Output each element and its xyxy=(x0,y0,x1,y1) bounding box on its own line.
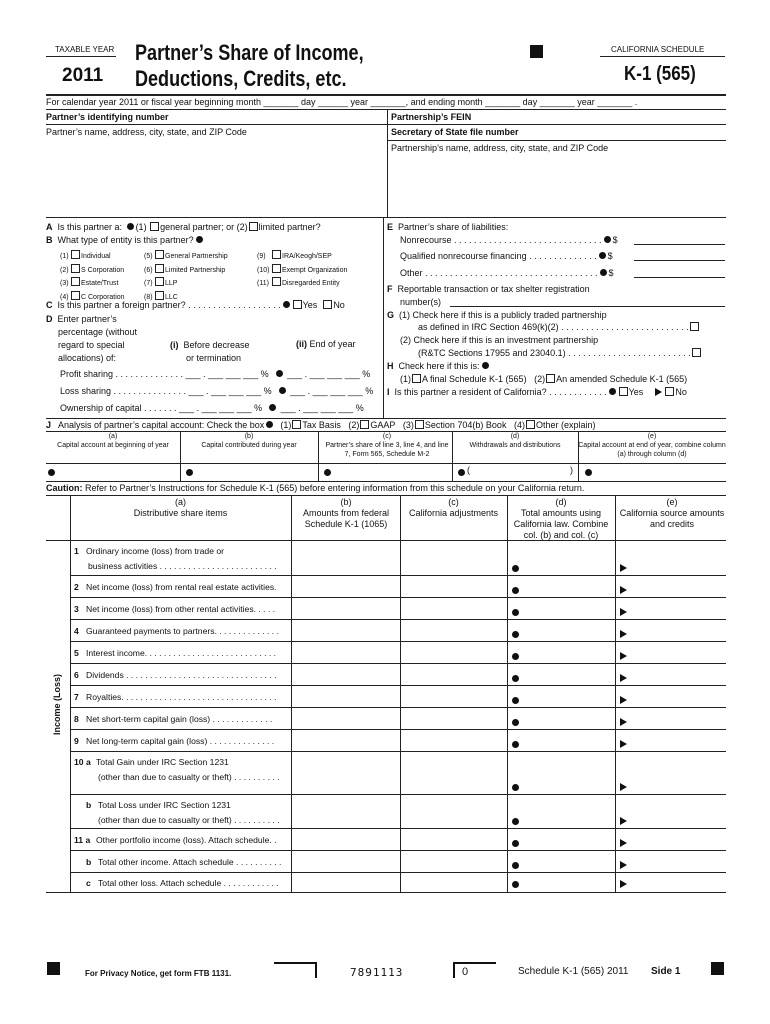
schedule-id: K-1 (565) xyxy=(624,63,696,85)
adjustment-c-input[interactable] xyxy=(400,541,507,576)
arrow-icon xyxy=(620,630,627,638)
row-label xyxy=(74,834,292,846)
row-text: Other portfolio income (loss). Attach schedule. . xyxy=(96,835,277,845)
row-number: 8 xyxy=(74,714,79,724)
registration-mark xyxy=(47,962,60,975)
amount-b-input[interactable] xyxy=(291,686,400,708)
bullet-icon xyxy=(512,818,519,825)
header-rule xyxy=(46,56,116,57)
final-k1-checkbox[interactable] xyxy=(412,374,421,383)
rule xyxy=(46,217,726,218)
section-divider xyxy=(383,217,384,418)
question-a: A Is this partner a: (1) general partner; or (2) limited partner? xyxy=(46,222,321,232)
question-h: H Check here if this is: xyxy=(387,361,491,371)
capital-a-bullet xyxy=(48,469,55,476)
bullet-icon xyxy=(279,387,286,394)
limited-partner-checkbox[interactable] xyxy=(249,222,258,231)
tax-basis-checkbox[interactable] xyxy=(292,420,301,429)
amount-b-input[interactable] xyxy=(291,829,400,851)
bullet-icon xyxy=(276,370,283,377)
entity-checkbox[interactable] xyxy=(71,291,80,300)
row-label xyxy=(74,647,292,659)
rule xyxy=(46,495,726,496)
capital-col-a: (a) Capital account at beginning of year xyxy=(57,433,169,449)
total-d-input[interactable] xyxy=(507,795,615,829)
adjustment-c-input[interactable] xyxy=(400,686,507,708)
bullet-icon xyxy=(196,236,203,243)
section-704b-checkbox[interactable] xyxy=(415,420,424,429)
row-text: Net long-term capital gain (loss) . . . . . . . . . . . . . . xyxy=(86,736,275,746)
capital-col-b: (b) Capital contributed during year xyxy=(201,433,297,449)
bullet-icon xyxy=(127,223,134,230)
sos-file-label: Secretary of State file number xyxy=(391,127,519,137)
paren-open: ( xyxy=(467,465,470,475)
arrow-icon xyxy=(620,880,627,888)
row-text-cont: (other than due to casualty or theft) . . . . . . . . . . xyxy=(98,815,280,825)
adjustment-c-input[interactable] xyxy=(400,642,507,664)
arrow-icon xyxy=(620,817,627,825)
table-row xyxy=(70,686,726,708)
table-row xyxy=(70,795,726,829)
row-number: 9 xyxy=(74,736,79,746)
amount-b-input[interactable] xyxy=(291,576,400,598)
total-d-input[interactable] xyxy=(507,752,615,795)
end-of-year-label: (ii) End of year xyxy=(296,339,356,349)
bullet-icon xyxy=(512,609,519,616)
row-number: b xyxy=(86,857,92,867)
entity-row: (3) Estate/Trust (7) LLP (11) Disregarded Entity xyxy=(60,277,347,291)
arrow-icon xyxy=(620,839,627,847)
before-decrease-label: (i) Before decrease or termination xyxy=(170,340,250,363)
rule xyxy=(46,94,726,96)
table-row xyxy=(70,541,726,576)
question-f-number: number(s) xyxy=(400,297,442,307)
adjustment-c-input[interactable] xyxy=(400,873,507,892)
bullet-icon xyxy=(512,587,519,594)
other-explain-checkbox[interactable] xyxy=(526,420,535,429)
row-text: Total other loss. Attach schedule . . . . . . . . . . . . xyxy=(98,877,279,888)
col-header-b: (b) Amounts from federal Schedule K-1 (1065) xyxy=(302,497,390,529)
bullet-icon xyxy=(512,862,519,869)
ca-source-e-input[interactable] xyxy=(615,752,726,795)
row-label xyxy=(74,625,292,637)
calendar-year-line: For calendar year 2011 or fiscal year beginning month _______ day ______ year _______, and ending month _______ day _______ year _______ . xyxy=(46,97,638,107)
total-d-input[interactable] xyxy=(507,873,615,892)
general-partner-checkbox[interactable] xyxy=(150,222,159,231)
total-d-input[interactable] xyxy=(507,708,615,730)
capital-e-bullet xyxy=(585,469,592,476)
partner-id-label: Partner’s identifying number xyxy=(46,112,169,122)
row-text: Net income (loss) from rental real estate activities. xyxy=(86,582,277,592)
col-header-a: (a) Distributive share items xyxy=(133,497,228,518)
row-label xyxy=(74,735,292,747)
paren-close: ) xyxy=(570,465,573,475)
row-number: 5 xyxy=(74,648,79,658)
row-label xyxy=(74,581,292,593)
income-loss-side-label: Income (Loss) xyxy=(52,673,62,735)
entity-checkbox[interactable] xyxy=(155,291,164,300)
ca-source-e-input[interactable] xyxy=(615,708,726,730)
row-text: Total Loss under IRC Section 1231 xyxy=(98,800,231,810)
total-d-input[interactable] xyxy=(507,829,615,851)
ca-source-e-input[interactable] xyxy=(615,642,726,664)
row-number: c xyxy=(86,877,91,888)
table-row xyxy=(70,664,726,686)
total-d-input[interactable] xyxy=(507,642,615,664)
adjustment-c-input[interactable] xyxy=(400,730,507,752)
arrow-icon xyxy=(620,861,627,869)
question-h-options: (1) A final Schedule K-1 (565) (2) An amended Schedule K-1 (565) xyxy=(400,374,688,384)
nonrecourse-input[interactable] xyxy=(634,244,725,245)
ownership-end-input[interactable]: ___ . ___ ___ ___ % xyxy=(280,403,364,413)
capital-col-e: (e) Capital account at end of year, combine column (a) through column (d) xyxy=(578,433,726,458)
ptp-checkbox[interactable] xyxy=(690,322,699,331)
row-number: 4 xyxy=(74,626,79,636)
other-liability-input[interactable] xyxy=(634,277,725,278)
entity-checkbox[interactable] xyxy=(272,277,281,286)
amount-b-input[interactable] xyxy=(291,620,400,642)
entity-checkbox[interactable] xyxy=(71,250,80,259)
rule xyxy=(46,418,726,419)
row-text: Ordinary income (loss) from trade or xyxy=(86,546,225,556)
form-code: 7891113 xyxy=(350,966,404,979)
amended-k1-checkbox[interactable] xyxy=(546,374,555,383)
row-number: b xyxy=(86,800,92,810)
row-label xyxy=(74,603,292,615)
row-text: Total Gain under IRC Section 1231 xyxy=(96,757,229,767)
rule xyxy=(46,109,726,110)
row-text: Interest income. . . . . . . . . . . . . . . . . . . . . . . . . . . . xyxy=(86,648,277,658)
entity-checkbox[interactable] xyxy=(71,277,80,286)
row-text: Royalties. . . . . . . . . . . . . . . . . . . . . . . . . . . . . . . . . xyxy=(86,692,277,702)
bullet-icon xyxy=(604,236,611,243)
id-divider xyxy=(387,109,388,217)
table-row xyxy=(70,829,726,851)
bullet-icon xyxy=(512,840,519,847)
footer-side: Side 1 xyxy=(651,966,681,977)
row-label xyxy=(74,877,292,889)
ca-source-e-input[interactable] xyxy=(615,873,726,892)
form-zero: 0 xyxy=(462,966,469,978)
row-text-cont: business activities . . . . . . . . . . . . . . . . . . . . . . . . . xyxy=(88,561,277,571)
question-g2-cont: (R&TC Sections 17955 and 23040.1) . . . . . . . . . . . . . . . . . . . . . . . . . xyxy=(418,348,702,358)
amount-b-input[interactable] xyxy=(291,851,400,873)
amount-b-input[interactable] xyxy=(291,730,400,752)
partnership-name-label: Partnership’s name, address, city, state, and ZIP Code xyxy=(391,143,609,153)
bullet-icon xyxy=(283,301,290,308)
header-rule-right xyxy=(600,56,725,57)
capital-d-bullet xyxy=(458,469,465,476)
partner-name-label: Partner’s name, address, city, state, and ZIP Code xyxy=(46,127,247,137)
ca-source-e-input[interactable] xyxy=(615,829,726,851)
entity-row: (1) Individual (5) General Partnership (9) IRA/Keogh/SEP xyxy=(60,250,347,264)
profit-end-input[interactable]: ___ . ___ ___ ___ % xyxy=(287,369,371,379)
amount-b-input[interactable] xyxy=(291,795,400,829)
partnership-fein-label: Partnership’s FEIN xyxy=(391,112,472,122)
arrow-icon xyxy=(620,718,627,726)
rule xyxy=(387,140,726,141)
row-text: Net short-term capital gain (loss) . . . . . . . . . . . . . xyxy=(86,714,273,724)
adjustment-c-input[interactable] xyxy=(400,851,507,873)
table-row xyxy=(70,598,726,620)
question-j: J Analysis of partner’s capital account: Check the box (1) Tax Basis (2) GAAP (3) Section 704(b) Book (4) Other (explain) xyxy=(46,420,596,430)
question-c: C Is this partner a foreign partner? . . . . . . . . . . . . . . . . . . . Yes No xyxy=(46,300,345,310)
ca-source-e-input[interactable] xyxy=(615,598,726,620)
investment-partnership-checkbox[interactable] xyxy=(692,348,701,357)
scan-bracket xyxy=(274,962,317,978)
bullet-icon xyxy=(609,388,616,395)
table-row xyxy=(70,851,726,873)
question-b: B What type of entity is this partner? xyxy=(46,235,205,245)
table-row xyxy=(70,730,726,752)
amount-b-input[interactable] xyxy=(291,664,400,686)
resident-no-checkbox[interactable] xyxy=(665,387,674,396)
table-row xyxy=(70,620,726,642)
amount-b-input[interactable] xyxy=(291,708,400,730)
row-text-cont: (other than due to casualty or theft) . . . . . . . . . . xyxy=(98,772,280,782)
question-e: E Partner’s share of liabilities: xyxy=(387,222,509,232)
total-d-input[interactable] xyxy=(507,686,615,708)
gaap-checkbox[interactable] xyxy=(360,420,369,429)
ca-source-e-input[interactable] xyxy=(615,851,726,873)
bullet-icon xyxy=(512,631,519,638)
schedule-label: CALIFORNIA SCHEDULE xyxy=(611,45,705,54)
adjustment-c-input[interactable] xyxy=(400,576,507,598)
privacy-notice: For Privacy Notice, get form FTB 1131. xyxy=(85,969,232,978)
col-header-c: (c) California adjustments xyxy=(408,497,499,518)
capital-col-d: (d) Withdrawals and distributions xyxy=(469,433,561,449)
taxable-year-label: TAXABLE YEAR xyxy=(55,45,115,54)
tax-year: 2011 xyxy=(62,65,104,86)
rule xyxy=(46,481,726,482)
ca-source-e-input[interactable] xyxy=(615,576,726,598)
loss-end-input[interactable]: ___ . ___ ___ ___ % xyxy=(290,386,374,396)
question-i: I Is this partner a resident of California? . . . . . . . . . . . . Yes No xyxy=(387,387,687,397)
question-d: D Enter partner’s percentage (without regard to special allocations) of: xyxy=(46,314,138,363)
rule xyxy=(46,124,387,125)
amount-b-input[interactable] xyxy=(291,873,400,892)
arrow-icon xyxy=(620,652,627,660)
adjustment-c-input[interactable] xyxy=(400,829,507,851)
arrow-icon xyxy=(620,783,627,791)
row-label xyxy=(74,798,292,828)
scan-bracket xyxy=(453,962,496,978)
col-header-e: (e) California source amounts and credits xyxy=(619,497,725,529)
loss-sharing-line: Loss sharing . . . . . . . . . . . . . . . ___ . ___ ___ ___ % ___ . ___ ___ ___ % xyxy=(60,386,374,396)
entity-types xyxy=(60,250,347,304)
question-g1: G (1) Check here if this is a publicly traded partnership xyxy=(387,310,607,320)
row-number: 6 xyxy=(74,670,79,680)
amount-b-input[interactable] xyxy=(291,642,400,664)
bullet-icon xyxy=(512,784,519,791)
qualified-input[interactable] xyxy=(634,260,725,261)
arrow-icon xyxy=(620,740,627,748)
arrow-icon xyxy=(620,564,627,572)
adjustment-c-input[interactable] xyxy=(400,752,507,795)
ownership-line: Ownership of capital . . . . . . . ___ . ___ ___ ___ % ___ . ___ ___ ___ % xyxy=(60,403,364,413)
arrow-icon xyxy=(620,586,627,594)
adjustment-c-input[interactable] xyxy=(400,795,507,829)
row-label xyxy=(74,691,292,703)
ca-source-e-input[interactable] xyxy=(615,686,726,708)
col-divider xyxy=(318,431,319,482)
adjustment-c-input[interactable] xyxy=(400,708,507,730)
adjustment-c-input[interactable] xyxy=(400,598,507,620)
row-number: 3 xyxy=(74,604,79,614)
adjustment-c-input[interactable] xyxy=(400,664,507,686)
capital-b-bullet xyxy=(186,469,193,476)
total-d-input[interactable] xyxy=(507,598,615,620)
row-label xyxy=(74,713,292,725)
total-d-input[interactable] xyxy=(507,730,615,752)
form-title: Partner’s Share of Income, Deductions, Credits, etc. xyxy=(135,40,364,91)
ca-source-e-input[interactable] xyxy=(615,664,726,686)
bullet-icon xyxy=(269,404,276,411)
arrow-icon xyxy=(620,674,627,682)
row-label xyxy=(74,755,292,785)
row-text: Guaranteed payments to partners. . . . . . . . . . . . . . xyxy=(86,626,279,636)
qualified-line: Qualified nonrecourse financing . . . . . . . . . . . . . . $ xyxy=(400,251,613,261)
shelter-number-input[interactable] xyxy=(450,306,725,307)
arrow-icon xyxy=(620,696,627,704)
resident-yes-checkbox[interactable] xyxy=(619,387,628,396)
capital-col-c: (c) Partner’s share of line 3, line 4, and line 7, Form 565, Schedule M-2 xyxy=(325,433,449,458)
row-text: Net income (loss) from other rental activities. . . . . xyxy=(86,604,276,614)
bullet-icon xyxy=(600,269,607,276)
bullet-icon xyxy=(512,653,519,660)
capital-c-bullet xyxy=(324,469,331,476)
foreign-no-checkbox[interactable] xyxy=(323,300,332,309)
entity-row: (4) C Corporation (8) LLC xyxy=(60,291,347,305)
registration-mark xyxy=(530,45,543,58)
row-label xyxy=(74,669,292,681)
ca-source-e-input[interactable] xyxy=(615,541,726,576)
nonrecourse-line: Nonrecourse . . . . . . . . . . . . . . . . . . . . . . . . . . . . . . $ xyxy=(400,235,618,245)
bullet-icon xyxy=(512,719,519,726)
other-liability-line: Other . . . . . . . . . . . . . . . . . . . . . . . . . . . . . . . . . . . $ xyxy=(400,268,614,278)
question-g2: (2) Check here if this is an investment partnership xyxy=(400,335,599,345)
table-row xyxy=(70,873,726,892)
table-row xyxy=(70,708,726,730)
registration-mark xyxy=(711,962,724,975)
bullet-icon xyxy=(512,741,519,748)
arrow-icon xyxy=(620,608,627,616)
row-text: Dividends . . . . . . . . . . . . . . . . . . . . . . . . . . . . . . . . xyxy=(86,670,277,680)
rule xyxy=(46,892,726,893)
row-number: 11 a xyxy=(74,835,91,845)
total-d-input[interactable] xyxy=(507,541,615,576)
table-row xyxy=(70,752,726,795)
col-header-d: (d) Total amounts using California law. Combine col. (b) and col. (c) xyxy=(513,497,609,540)
arrow-icon xyxy=(655,388,662,396)
total-d-input[interactable] xyxy=(507,851,615,873)
amount-b-input[interactable] xyxy=(291,541,400,576)
rule xyxy=(46,463,726,464)
total-d-input[interactable] xyxy=(507,620,615,642)
ca-source-e-input[interactable] xyxy=(615,620,726,642)
row-number: 10 a xyxy=(74,757,91,767)
entity-checkbox[interactable] xyxy=(272,250,281,259)
question-g1-cont: as defined in IRC Section 469(k)(2) . . . . . . . . . . . . . . . . . . . . . . . . . . xyxy=(418,322,700,332)
entity-row: (2) S Corporation (6) Limited Partnership (10) Exempt Organization xyxy=(60,264,347,278)
bullet-icon xyxy=(266,421,273,428)
footer-schedule: Schedule K-1 (565) 2011 xyxy=(518,966,629,977)
foreign-yes-checkbox[interactable] xyxy=(293,300,302,309)
entity-checkbox[interactable] xyxy=(155,250,164,259)
bullet-icon xyxy=(512,881,519,888)
row-number: 2 xyxy=(74,582,79,592)
total-d-input[interactable] xyxy=(507,576,615,598)
table-row xyxy=(70,576,726,598)
entity-checkbox[interactable] xyxy=(272,264,281,273)
ca-source-e-input[interactable] xyxy=(615,730,726,752)
row-number: 7 xyxy=(74,692,79,702)
profit-sharing-line: Profit sharing . . . . . . . . . . . . . . ___ . ___ ___ ___ % ___ . ___ ___ ___ % xyxy=(60,369,371,379)
entity-checkbox[interactable] xyxy=(155,277,164,286)
amount-b-input[interactable] xyxy=(291,598,400,620)
ca-source-e-input[interactable] xyxy=(615,795,726,829)
bullet-icon xyxy=(512,697,519,704)
entity-checkbox[interactable] xyxy=(155,264,164,273)
total-d-input[interactable] xyxy=(507,664,615,686)
rule xyxy=(387,124,726,125)
bullet-icon xyxy=(512,565,519,572)
row-text: Total other income. Attach schedule . . . . . . . . . . xyxy=(98,857,282,867)
amount-b-input[interactable] xyxy=(291,752,400,795)
bullet-icon xyxy=(512,675,519,682)
caution-line: Caution: Refer to Partner’s Instructions for Schedule K-1 (565) before entering information from this schedule on your California return. xyxy=(46,483,585,493)
row-label xyxy=(74,544,292,574)
entity-checkbox[interactable] xyxy=(71,264,80,273)
adjustment-c-input[interactable] xyxy=(400,620,507,642)
row-number: 1 xyxy=(74,546,79,556)
bullet-icon xyxy=(482,362,489,369)
row-label xyxy=(74,856,292,868)
bullet-icon xyxy=(599,252,606,259)
question-f: F Reportable transaction or tax shelter registration xyxy=(387,284,590,294)
table-row xyxy=(70,642,726,664)
